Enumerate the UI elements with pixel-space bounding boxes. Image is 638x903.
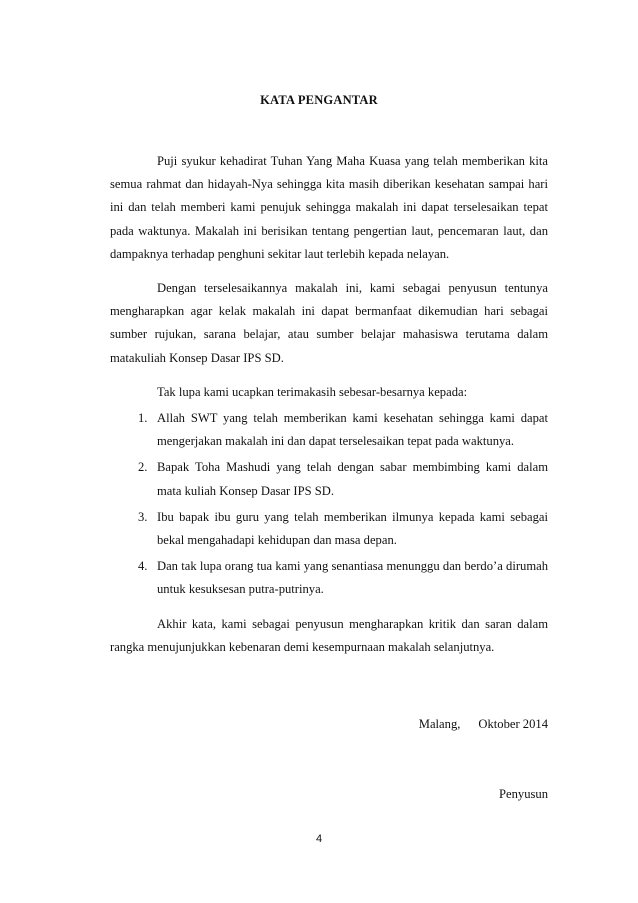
list-item-number: 2. [138, 460, 148, 475]
document-body [110, 150, 548, 670]
list-item-number: 3. [138, 509, 148, 524]
list-item-number: 4. [138, 559, 148, 574]
place-city: Malang, [418, 717, 461, 731]
list-item-text: Dan tak lupa orang tua kami yang senantiasa menunggu dan berdo’a dirumah untuk kesuksesan putra-putrinya. [157, 559, 548, 597]
thanks-list [110, 407, 548, 602]
signature-label: Penyusun [499, 787, 548, 801]
place-date-value: Oktober 2014 [478, 717, 548, 731]
list-item [110, 506, 548, 552]
list-item-text: Allah SWT yang telah memberikan kami kesehatan sehingga kami dapat mengerjakan makalah ini dan dapat terselesaikan tepat pada waktunya. [157, 411, 548, 449]
paragraph-thanks-intro: Tak lupa kami ucapkan terimakasih sebesar-besarnya kepada: [157, 384, 468, 399]
list-item [110, 407, 548, 453]
page-number: 4 [315, 833, 323, 845]
list-item-text: Bapak Toha Mashudi yang telah dengan sabar membimbing kami dalam mata kuliah Konsep Dasar IPS SD. [157, 460, 548, 498]
paragraph-opening: Puji syukur kehadirat Tuhan Yang Maha Kuasa yang telah memberikan kita semua rahmat dan hidayah-Nya sehingga kita masih diberikan kesehatan sampai hari ini dan telah memberi kami penujuk sehingga makalah ini dapat terselesaikan tepat pada waktunya. Makalah ini berisikan tentang pengertian laut, pencemaran laut, dan dampaknya terhadap penghuni sekitar laut terlebih kepada nelayan. [110, 154, 548, 261]
paragraph-closing: Akhir kata, kami sebagai penyusun mengharapkan kritik dan saran dalam rangka menujunjukkan kebenaran demi kesempurnaan makalah selanjutnya. [110, 616, 548, 654]
paragraph-purpose: Dengan terselesaikannya makalah ini, kami sebagai penyusun tentunya mengharapkan agar kelak makalah ini dapat bermanfaat dikemudian hari sebagai sumber rujukan, sarana belajar, atau sumber belajar mahasiswa terutama dalam matakuliah Konsep Dasar IPS SD. [110, 281, 548, 365]
list-item-text: Ibu bapak ibu guru yang telah memberikan ilmunya kepada kami sebagai bekal mengahadapi kehidupan dan masa depan. [157, 509, 548, 548]
list-item [110, 555, 548, 601]
list-item-number: 1. [138, 411, 148, 426]
page-title: KATA PENGANTAR [260, 93, 378, 107]
place-date [419, 717, 548, 732]
list-item [110, 456, 548, 502]
